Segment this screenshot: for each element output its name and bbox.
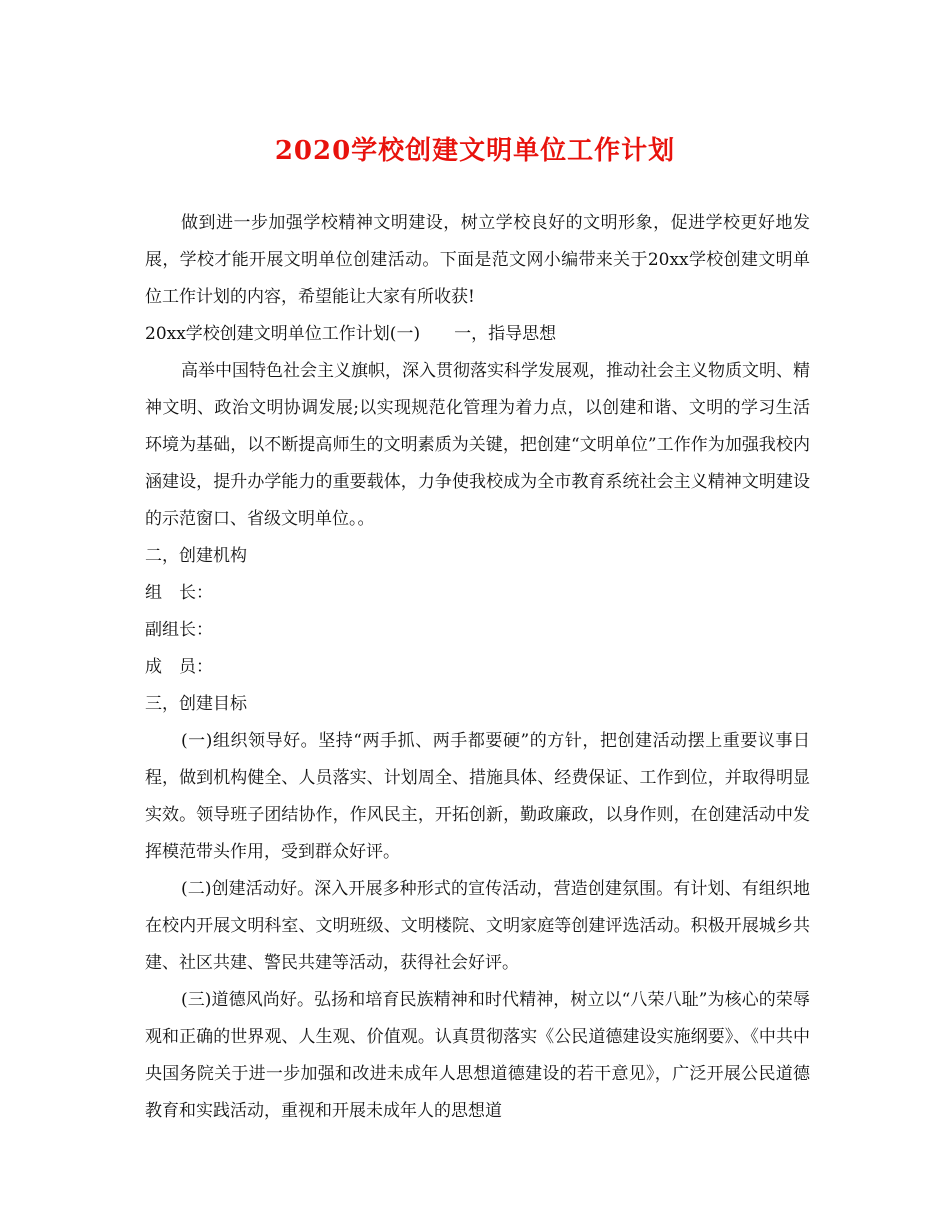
group-leader-line: 组 长： [145,583,213,603]
section-heading-goals: 三，创建目标 [145,694,247,714]
document-body [145,205,810,1130]
section-heading-organization: 二，创建机构 [145,546,247,566]
goal-paragraph-morality: (三)道德风尚好。弘扬和培育民族精神和时代精神，树立以“八荣八耻”为核心的荣辱观和正确的世界观、人生观、价值观。认真贯彻落实《公民道德建设实施纲要》、《中共中央国务院关于进一步加强和改进未成年人思想道德建设的若干意见》，广泛开展公民道德教育和实践活动，重视和开展未成年人的思想道 [145,990,810,1121]
document-title: 2020学校创建文明单位工作计划 [274,136,676,166]
deputy-leader-line: 副组长： [145,620,213,640]
guiding-ideology-paragraph: 高举中国特色社会主义旗帜，深入贯彻落实科学发展观，推动社会主义物质文明、精神文明、政治文明协调发展;以实现规范化管理为着力点，以创建和谐、文明的学习生活环境为基础，以不断提高师生的文明素质为关键，把创建“文明单位”工作作为加强我校内涵建设，提升办学能力的重要载体，力争使我校成为全市教育系统社会主义精神文明建设的示范窗口、省级文明单位。。 [145,361,810,529]
intro-paragraph: 做到进一步加强学校精神文明建设，树立学校良好的文明形象，促进学校更好地发展，学校才能开展文明单位创建活动。下面是范文网小编带来关于20xx学校创建文明单位工作计划的内容，希望能让大家有所收获! [145,213,810,307]
goal-paragraph-organization: (一)组织领导好。坚持“两手抓、两手都要硬”的方针，把创建活动摆上重要议事日程，做到机构健全、人员落实、计划周全、措施具体、经费保证、工作到位，并取得明显实效。领导班子团结协作，作风民主，开拓创新，勤政廉政，以身作则，在创建活动中发挥模范带头作用，受到群众好评。 [145,731,810,862]
goal-paragraph-activities: (二)创建活动好。深入开展多种形式的宣传活动，营造创建氛围。有计划、有组织地在校内开展文明科室、文明班级、文明楼院、文明家庭等创建评选活动。积极开展城乡共建、社区共建、警民共建等活动，获得社会好评。 [145,879,810,973]
members-line: 成 员： [145,657,213,677]
plan-heading-guiding-ideology: 20xx学校创建文明单位工作计划(一) 一，指导思想 [145,324,557,344]
